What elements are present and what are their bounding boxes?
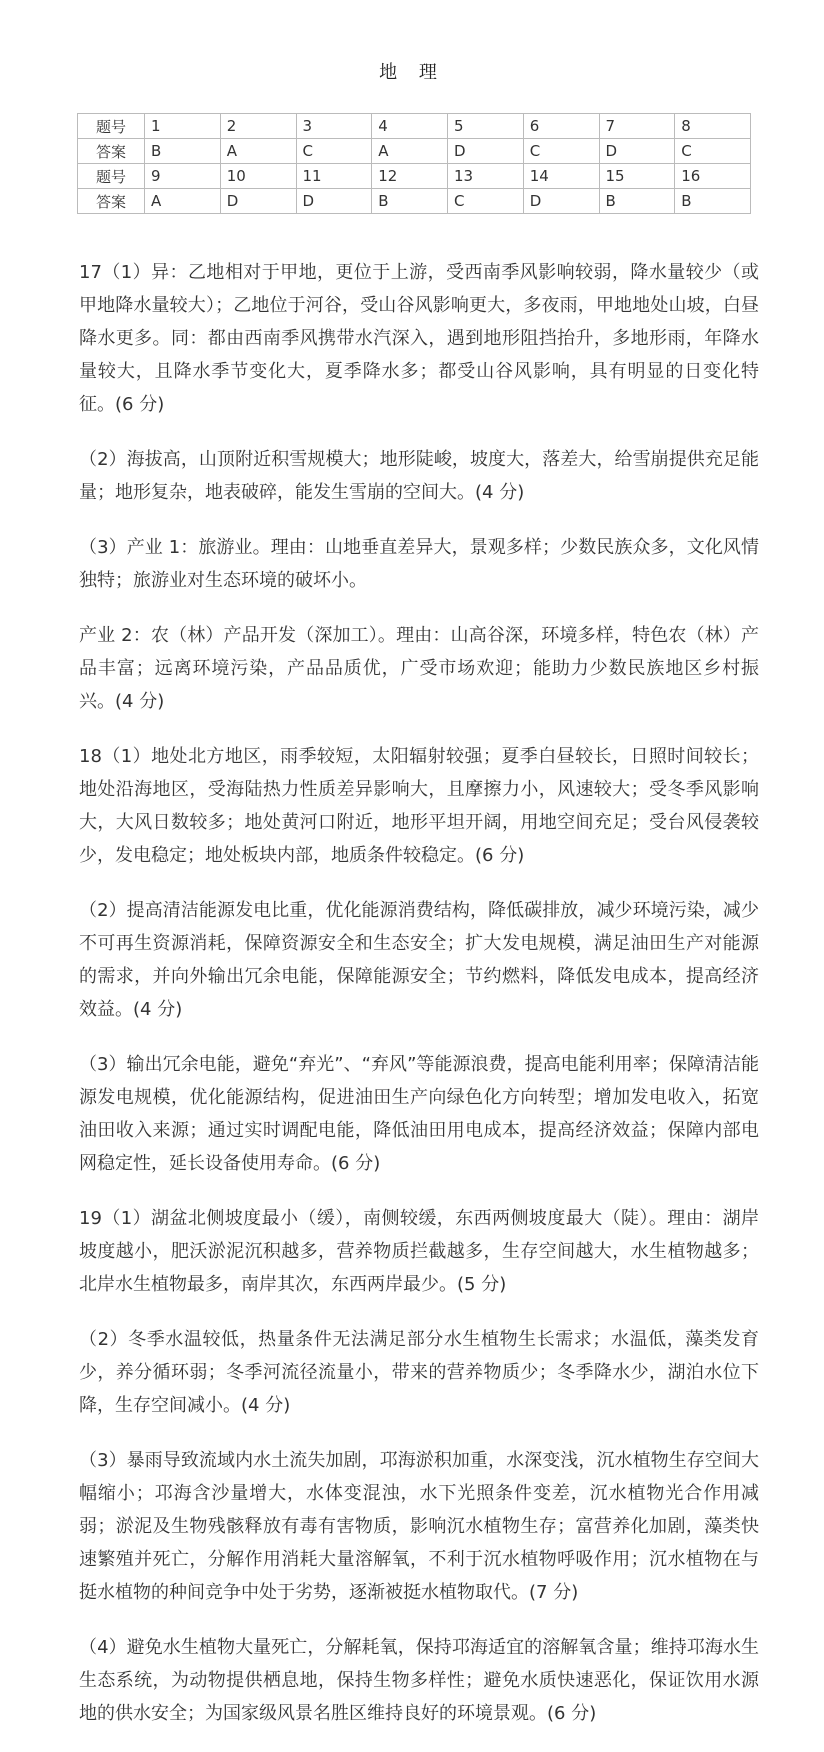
- answer-paragraph-17-3-industry-1: （3）产业 1：旅游业。理由：山地垂直差异大，景观多样；少数民族众多，文化风情独特；旅游业对生态环境的破坏小。: [79, 537, 759, 591]
- table-cell: B: [145, 139, 221, 164]
- table-cell: 6: [523, 114, 599, 139]
- table-cell: A: [145, 189, 221, 214]
- table-row-header: 答案: [78, 139, 145, 164]
- table-row: [78, 114, 751, 139]
- table-cell: 15: [599, 164, 675, 189]
- page-title: 地 理: [379, 62, 445, 83]
- table-cell: 13: [448, 164, 524, 189]
- table-row-header: 答案: [78, 189, 145, 214]
- answer-paragraph-18-1: 18（1）地处北方地区，雨季较短，太阳辐射较强；夏季白昼较长，日照时间较长；地处沿海地区，受海陆热力性质差异影响大，且摩擦力小，风速较大；受冬季风影响大，大风日数较多；地处黄河口附近，地形平坦开阔，用地空间充足；受台风侵袭较少，发电稳定；地处板块内部，地质条件较稳定。(6 分): [79, 746, 759, 866]
- table-cell: D: [523, 189, 599, 214]
- table-cell: 10: [220, 164, 296, 189]
- table-cell: C: [448, 189, 524, 214]
- table-cell: 4: [372, 114, 448, 139]
- table-cell: C: [675, 139, 751, 164]
- table-cell: 12: [372, 164, 448, 189]
- answer-paragraph-19-3: （3）暴雨导致流域内水土流失加剧，邛海淤积加重，水深变浅，沉水植物生存空间大幅缩小；邛海含沙量增大，水体变混浊，水下光照条件变差，沉水植物光合作用减弱；淤泥及生物残骸释放有毒有害物质，影响沉水植物生存；富营养化加剧，藻类快速繁殖并死亡，分解作用消耗大量溶解氧，不利于沉水植物呼吸作用；沉水植物在与挺水植物的种间竞争中处于劣势，逐渐被挺水植物取代。(7 分): [79, 1450, 759, 1603]
- table-cell: 14: [523, 164, 599, 189]
- table-cell: B: [599, 189, 675, 214]
- table-cell: 11: [296, 164, 372, 189]
- answer-paragraph-19-2: （2）冬季水温较低，热量条件无法满足部分水生植物生长需求；水温低，藻类发育少，养分循环弱；冬季河流径流量小，带来的营养物质少；冬季降水少，湖泊水位下降，生存空间减小。(4 分): [79, 1329, 759, 1416]
- table-row: [78, 189, 751, 214]
- answer-paragraph-18-2: （2）提高清洁能源发电比重，优化能源消费结构，降低碳排放，减少环境污染，减少不可再生资源消耗，保障资源安全和生态安全；扩大发电规模，满足油田生产对能源的需求，并向外输出冗余电能，保障能源安全；节约燃料，降低发电成本，提高经济效益。(4 分): [79, 900, 759, 1020]
- answer-paragraph-17-3-industry-2: 产业 2：农（林）产品开发（深加工）。理由：山高谷深，环境多样，特色农（林）产品丰富；远离环境污染，产品品质优，广受市场欢迎；能助力少数民族地区乡村振兴。(4 分): [79, 625, 759, 712]
- table-row-header: 题号: [78, 114, 145, 139]
- answer-paragraph-18-3: （3）输出冗余电能，避免“弃光”、“弃风”等能源浪费，提高电能利用率；保障清洁能源发电规模，优化能源结构，促进油田生产向绿色化方向转型；增加发电收入，拓宽油田收入来源；通过实时调配电能，降低油田用电成本，提高经济效益；保障内部电网稳定性，延长设备使用寿命。(6 分): [79, 1054, 759, 1174]
- table-cell: 16: [675, 164, 751, 189]
- table-cell: D: [448, 139, 524, 164]
- table-cell: B: [675, 189, 751, 214]
- table-row: [78, 164, 751, 189]
- table-cell: A: [372, 139, 448, 164]
- table-cell: A: [220, 139, 296, 164]
- table-cell: 3: [296, 114, 372, 139]
- table-cell: 1: [145, 114, 221, 139]
- table-cell: 2: [220, 114, 296, 139]
- table-cell: 7: [599, 114, 675, 139]
- table-row: [78, 139, 751, 164]
- answer-paragraph-17-1: 17（1）异：乙地相对于甲地，更位于上游，受西南季风影响较弱，降水量较少（或甲地降水量较大）；乙地位于河谷，受山谷风影响更大，多夜雨，甲地地处山坡，白昼降水更多。同：都由西南季风携带水汽深入，遇到地形阻挡抬升，多地形雨，年降水量较大，且降水季节变化大，夏季降水多；都受山谷风影响，具有明显的日变化特征。(6 分): [79, 262, 759, 415]
- table-cell: D: [296, 189, 372, 214]
- table-cell: C: [523, 139, 599, 164]
- table-row-header: 题号: [78, 164, 145, 189]
- answer-paragraph-17-2: （2）海拔高，山顶附近积雪规模大；地形陡峻，坡度大，落差大，给雪崩提供充足能量；地形复杂，地表破碎，能发生雪崩的空间大。(4 分): [79, 449, 759, 503]
- table-cell: C: [296, 139, 372, 164]
- table-cell: 8: [675, 114, 751, 139]
- table-cell: 5: [448, 114, 524, 139]
- table-cell: B: [372, 189, 448, 214]
- answer-paragraph-19-1: 19（1）湖盆北侧坡度最小（缓），南侧较缓，东西两侧坡度最大（陡）。理由：湖岸坡度越小，肥沃淤泥沉积越多，营养物质拦截越多，生存空间越大，水生植物越多；北岸水生植物最多，南岸其次，东西两岸最少。(5 分): [79, 1208, 759, 1295]
- answer-content: [79, 256, 759, 1752]
- answer-table: [77, 113, 751, 214]
- table-cell: 9: [145, 164, 221, 189]
- answer-paragraph-19-4: （4）避免水生植物大量死亡，分解耗氧，保持邛海适宜的溶解氧含量；维持邛海水生生态系统，为动物提供栖息地，保持生物多样性；避免水质快速恶化，保证饮用水源地的供水安全；为国家级风景名胜区维持良好的环境景观。(6 分): [79, 1637, 759, 1724]
- table-cell: D: [599, 139, 675, 164]
- table-cell: D: [220, 189, 296, 214]
